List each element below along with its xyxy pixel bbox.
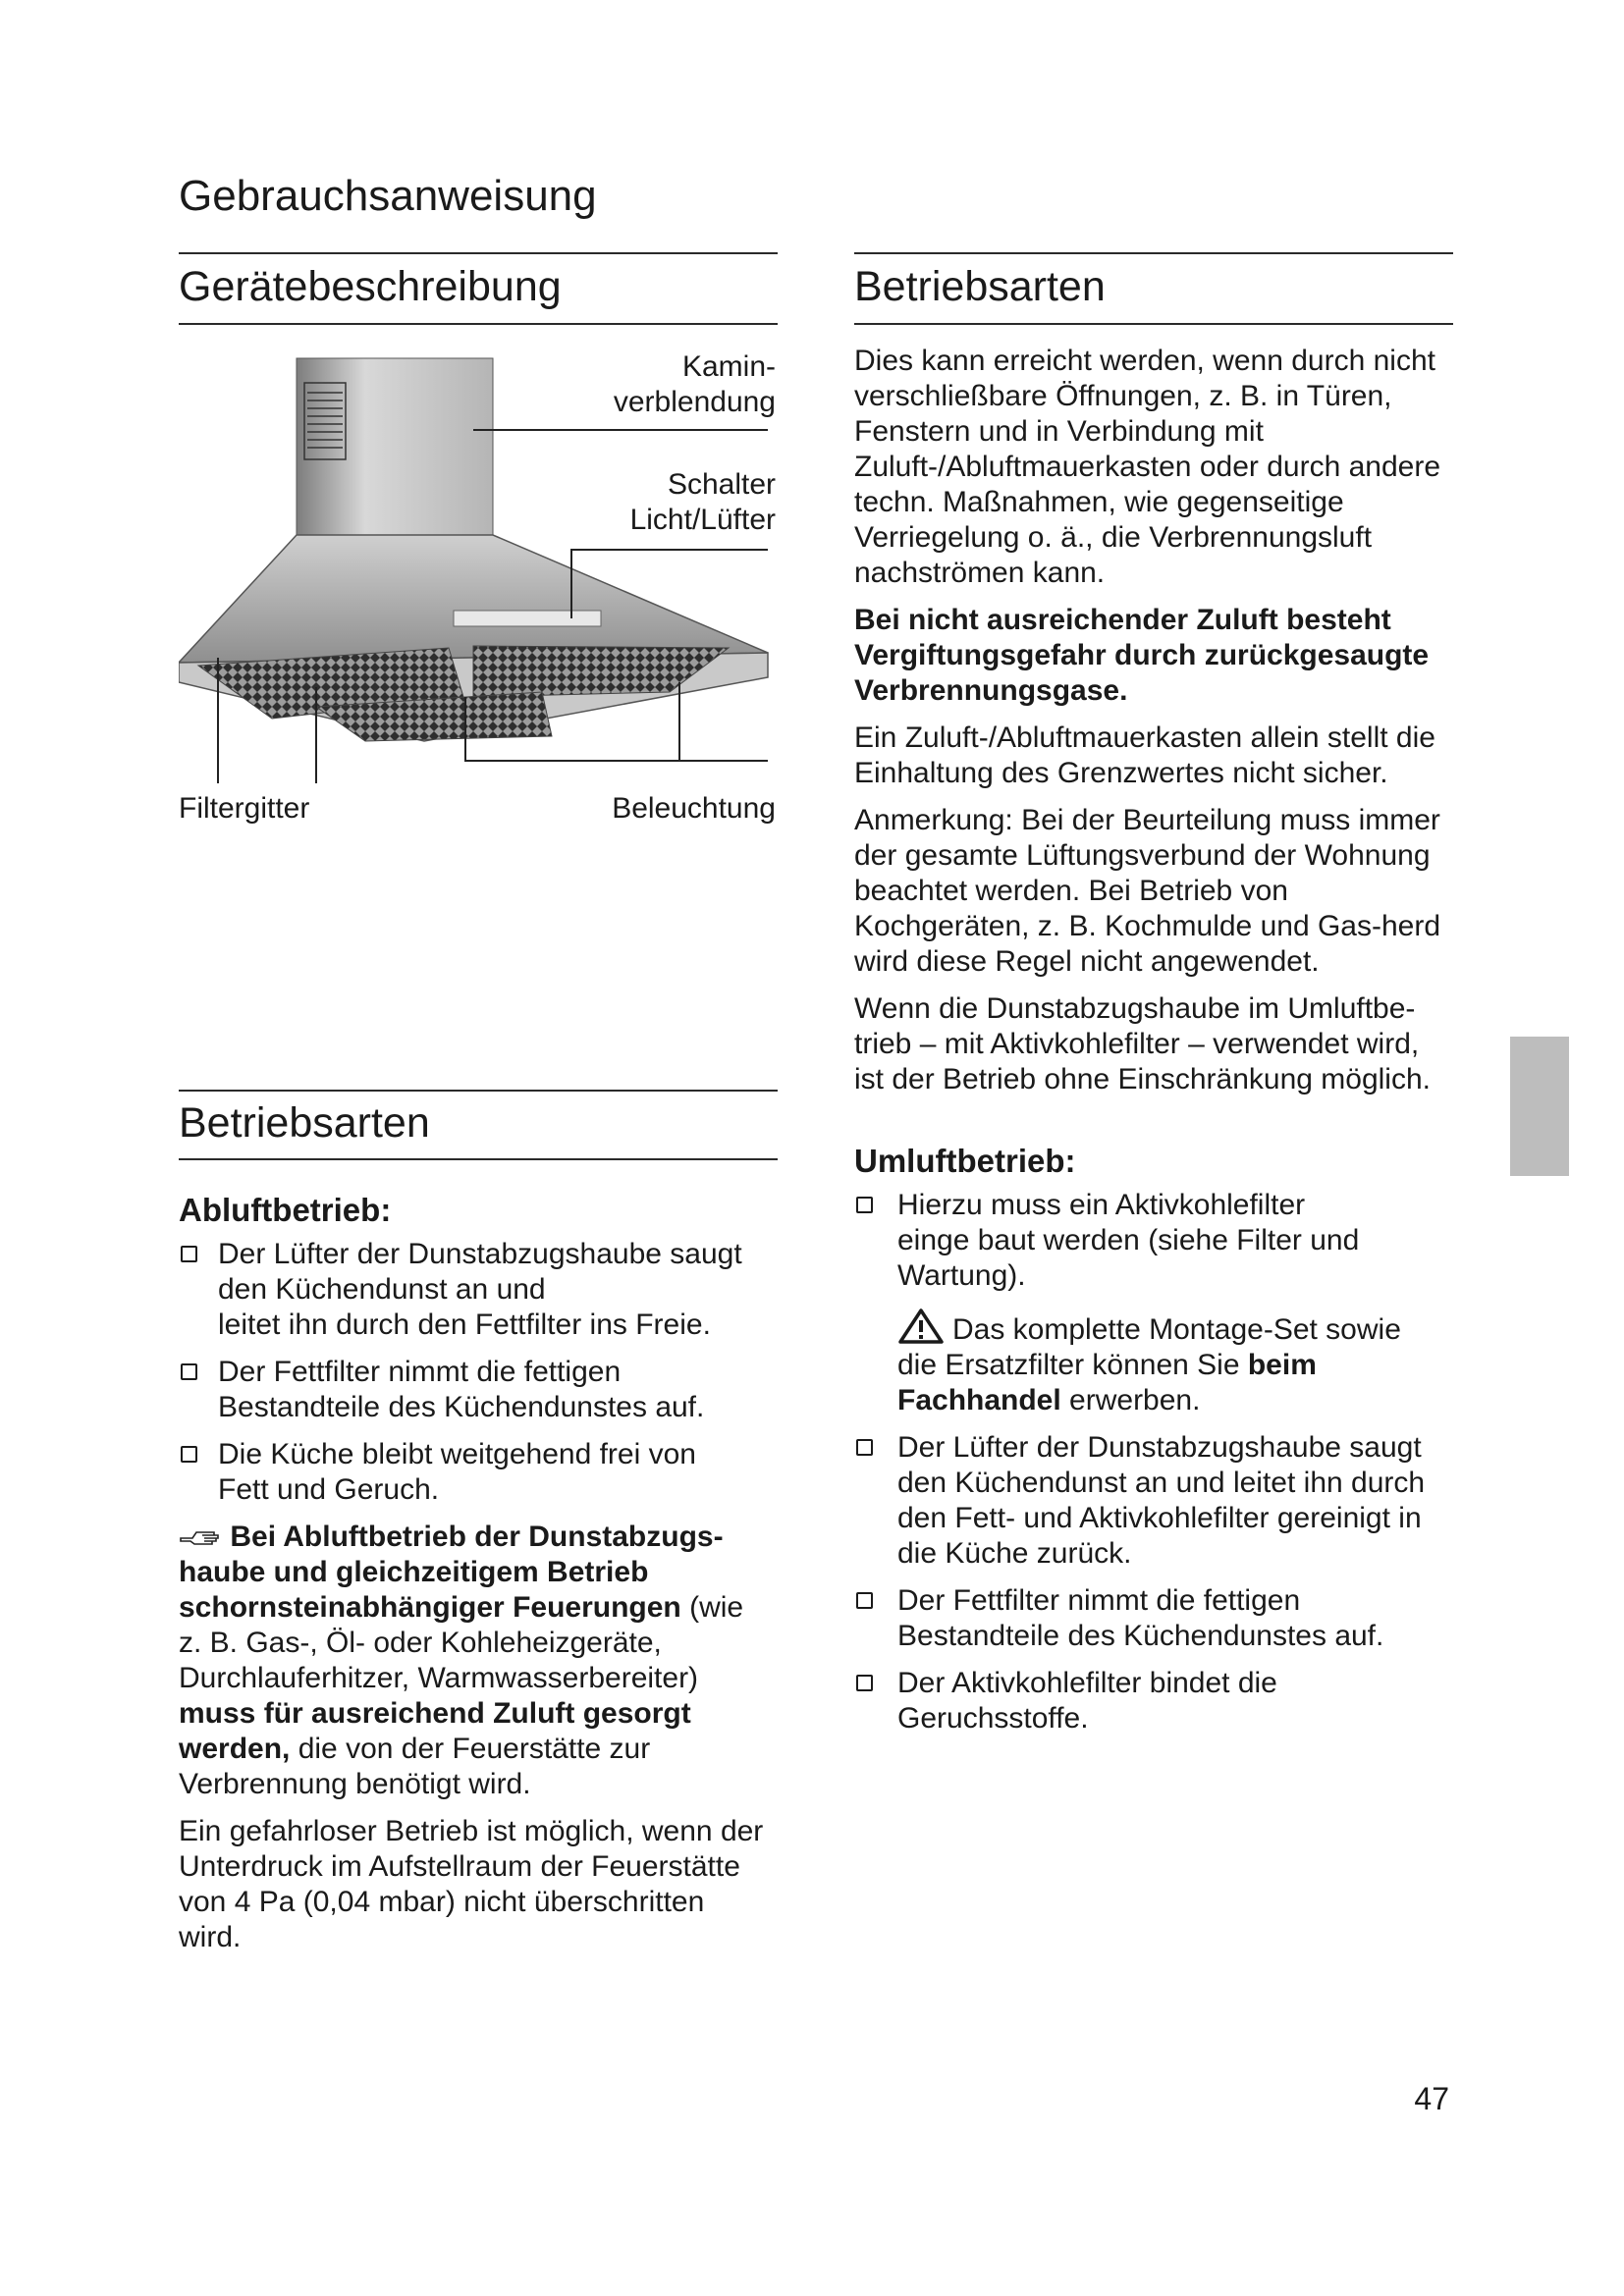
note-bold: beim [1247,1349,1317,1381]
recirculation-mode-title: Umluftbetrieb: [854,1143,1076,1179]
poisoning-warning: Bei nicht ausreichender Zuluft besteht Vergiftungsgefahr durch zurückgesaugte Verbrennungsgase. [854,604,1430,707]
list-item-line: Der Lüfter der Dunstabzugshaube saugt [218,1238,742,1270]
list-item-line: leitet ihn durch den Fettfilter ins Freie. [218,1308,711,1341]
checkbox-bullet [181,1446,197,1463]
mounting-set-note [854,1308,1453,1418]
document-title: Gebrauchsanweisung [179,172,597,220]
right-text-block [854,344,1453,1748]
list-item-line: den Küchendunst an und [218,1273,546,1306]
checkbox-bullet [181,1363,197,1380]
list-item-line: den Fett- und Aktivkohlefilter gereinigt in [897,1502,1422,1534]
chapter-tab-marker [1510,1037,1569,1176]
paragraph-recirculation: Wenn die Dunstabzugshaube im Umluftbe-trieb – mit Aktivkohlefilter – verwendet wird, ist der Betrieb ohne Einschränkung möglich. [854,992,1431,1095]
list-item-line: den Küchendunst an und leitet ihn durch [897,1467,1426,1499]
checkbox-bullet [856,1197,873,1213]
list-item-line: einge baut werden (siehe Filter und [897,1224,1360,1256]
note-bold: Fachhandel [897,1384,1061,1416]
list-item-line: Geruchsstoffe. [897,1702,1089,1735]
label-switch [630,467,776,538]
list-item [179,1437,768,1508]
paragraph-remark: Anmerkung: Bei der Beurteilung muss immer der gesamte Lüftungsverbund der Wohnung beachtet werden. Bei Betrieb von Kochgeräten, z. B. Kochmulde und Gas-herd wird diese Regel nicht angewendet. [854,804,1441,978]
label-lighting: Beleuchtung [612,792,776,825]
checkbox-bullet [856,1592,873,1609]
safe-operation-paragraph: Ein gefahrloser Betrieb ist möglich, wenn der Unterdruck im Aufstellraum der Feuerstätte von 4 Pa (0,04 mbar) nicht überschritten wird. [179,1815,764,1953]
list-item [179,1355,768,1425]
section-rule-top [854,252,1453,254]
checkbox-bullet [856,1675,873,1691]
list-item [179,1237,768,1343]
list-item [854,1666,1453,1736]
paragraph-supply-air: Dies kann erreicht werden, wenn durch nicht verschließbare Öffnungen, z. B. in Türen, Fenstern und in Verbindung mit Zuluft-/Abluftmauerkasten oder durch andere techn. Maßnahmen, wie gegenseitige Verriegelung o. ä., die Verbrennungsluft nachströmen kann. [854,345,1440,589]
list-item [854,1583,1453,1654]
pointing-hand-icon [179,1524,222,1548]
list-item-line: Der Lüfter der Dunstabzugshaube saugt [897,1431,1422,1464]
label-filter-grid: Filtergitter [179,792,310,825]
list-item-line: Der Fettfilter nimmt die fettigen [218,1356,622,1388]
note-normal-text-2: die von der Feuerstätte zur Verbrennung benötigt wird. [179,1733,651,1800]
list-item-line: Der Fettfilter nimmt die fettigen [897,1584,1301,1617]
section-title-modes-right: Betriebsarten [854,263,1106,310]
section-title-device: Gerätebeschreibung [179,263,562,310]
warning-triangle-icon [897,1308,945,1345]
note-bold-text: Bei Abluftbetrieb der Dunstabzugs-haube und gleichzeitigem Betrieb schornsteinabhängiger Feuerungen [179,1521,724,1624]
list-item-line: Die Küche bleibt weitgehend frei von [218,1438,696,1470]
checkbox-bullet [856,1439,873,1456]
label-switch-line1: Schalter [667,468,776,501]
list-item [854,1430,1453,1572]
range-hood-figure [179,350,778,844]
section-rule-bottom [179,323,778,325]
list-item-line: Bestandteile des Küchendunstes auf. [218,1391,705,1423]
label-chimney-line2: verblendung [613,386,776,418]
list-item-line: Bestandteile des Küchendunstes auf. [897,1620,1384,1652]
checkbox-bullet [181,1246,197,1262]
page-number: 47 [1414,2081,1449,2116]
label-chimney-cover [614,349,776,420]
section-rule-top [179,252,778,254]
exhaust-mode-title: Abluftbetrieb: [179,1192,392,1228]
list-item-line: Der Aktivkohlefilter bindet die [897,1667,1277,1699]
list-item [854,1188,1453,1294]
note-line: Das komplette Montage-Set sowie [952,1313,1401,1346]
note-line: erwerben. [1060,1384,1201,1416]
exhaust-note [179,1520,768,1802]
exhaust-mode-block [179,1190,768,1967]
section-title-modes-left: Betriebsarten [179,1099,430,1147]
range-hood-illustration [179,353,778,844]
section-rule-bottom [179,1158,778,1160]
paragraph-wall-box: Ein Zuluft-/Abluftmauerkasten allein stellt die Einhaltung des Grenzwertes nicht sicher. [854,721,1435,789]
list-item-line: Hierzu muss ein Aktivkohlefilter [897,1189,1306,1221]
note-line: die Ersatzfilter können Sie [897,1349,1248,1381]
section-rule-top [179,1090,778,1092]
section-rule-bottom [854,323,1453,325]
list-item-line: Wartung). [897,1259,1026,1292]
list-item-line: Fett und Geruch. [218,1473,440,1506]
note-bold-text-2: muss für ausreichend Zuluft gesorgt werden, [179,1697,691,1765]
note-normal-text: (wie z. B. Gas-, Öl- oder Kohleheizgeräte, Durchlauferhitzer, Warmwasserbereiter) [179,1591,744,1694]
label-switch-line2: Licht/Lüfter [629,504,776,536]
list-item-line: die Küche zurück. [897,1537,1132,1570]
label-chimney-line1: Kamin- [681,350,776,383]
